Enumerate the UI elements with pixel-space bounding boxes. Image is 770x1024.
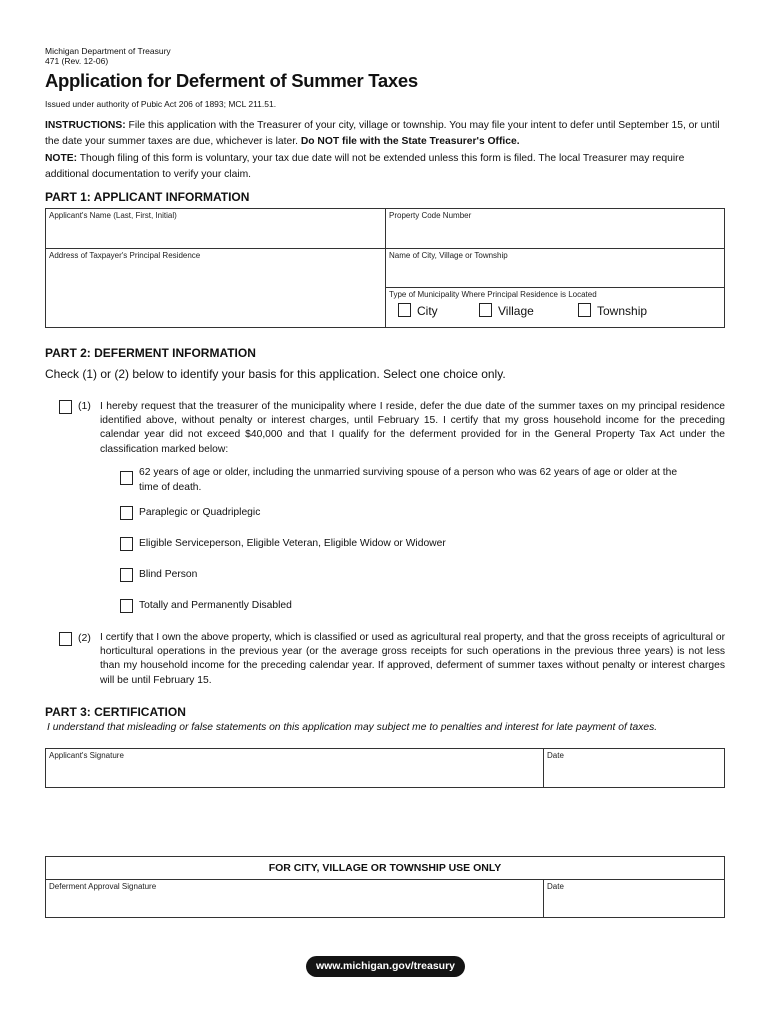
office-use-title: FOR CITY, VILLAGE OR TOWNSHIP USE ONLY (268, 862, 502, 874)
part1-title: PART 1: APPLICANT INFORMATION (45, 190, 250, 204)
applicant-signature-label: Applicant's Signature (49, 751, 124, 760)
approval-signature-field[interactable] (46, 880, 543, 917)
city-name-label: Name of City, Village or Township (389, 251, 508, 260)
disabled-checkbox[interactable] (120, 599, 133, 613)
approval-signature-label: Deferment Approval Signature (49, 882, 157, 891)
note-label: NOTE: (45, 153, 78, 164)
treasury-url-link[interactable]: www.michigan.gov/treasury (306, 956, 465, 977)
department-name: Michigan Department of Treasury (45, 46, 171, 56)
applicant-date-label: Date (547, 751, 564, 760)
age-62-checkbox[interactable] (120, 471, 133, 485)
approval-date-field[interactable] (544, 880, 724, 917)
serviceperson-checkbox[interactable] (120, 537, 133, 551)
instructions-text: File this application with the Treasurer of your city, village or township. You may file your intent to defer until September 15, or until the date your summer taxes are due, whichever is later. (45, 120, 720, 147)
part2-title: PART 2: DEFERMENT INFORMATION (45, 346, 256, 360)
property-code-field[interactable] (386, 209, 724, 248)
part3-title: PART 3: CERTIFICATION (45, 705, 186, 719)
property-code-label: Property Code Number (389, 211, 472, 220)
note (45, 151, 725, 182)
serviceperson-label: Eligible Serviceperson, Eligible Veteran, Eligible Widow or Widower (139, 538, 446, 549)
applicant-name-field[interactable] (46, 209, 385, 248)
municipality-type-field (386, 288, 724, 328)
paraplegic-label: Paraplegic or Quadriplegic (139, 507, 261, 518)
choice1-text: I hereby request that the treasurer of the municipality where I reside, defer the due date of the summer taxes on my principal residence identified above, without penalty or interest charges, until February 15. I certify that my gross household income for the preceding calendar year did not exceed $40,000 and that I qualify for the deferment provided for in the General Property Tax Act under the classification marked below: (100, 401, 725, 455)
choice2-text: I certify that I own the above property, which is classified or used as agricultural real property, and that the gross receipts of agricultural or horticultural operations in the previous year (or the average gross receipts for such operations in the previous three years) is not less than my household income for the preceding calendar year. If approved, deferment of summer taxes without penalty or interest charges will be until February 15. (100, 632, 725, 686)
municipality-type-label: Type of Municipality Where Principal Residence is Located (389, 290, 597, 299)
authority-line: Issued under authority of Pubic Act 206 of 1893; MCL 211.51. (45, 99, 277, 109)
applicant-info-table (45, 208, 725, 328)
instructions-bold-text: Do NOT file with the State Treasurer's Office. (300, 135, 520, 147)
township-option-label: Township (597, 304, 648, 318)
blind-label: Blind Person (139, 569, 198, 580)
note-text: Though filing of this form is voluntary, your tax due date will not be extended unless this form is filed. The local Treasurer may require additional documentation to verify your claim. (45, 153, 685, 180)
choice2-checkbox[interactable] (59, 632, 72, 646)
instructions (45, 118, 725, 149)
applicant-signature-field[interactable] (46, 749, 543, 787)
instructions-label: INSTRUCTIONS: (45, 120, 126, 131)
city-name-field[interactable] (386, 249, 724, 287)
paraplegic-checkbox[interactable] (120, 506, 133, 520)
applicant-name-label: Applicant's Name (Last, First, Initial) (49, 211, 177, 220)
choice2-number: (2) (78, 632, 91, 644)
village-option-label: Village (498, 304, 534, 318)
approval-date-label: Date (547, 882, 564, 891)
form-title: Application for Deferment of Summer Taxes (45, 70, 418, 91)
blind-checkbox[interactable] (120, 568, 133, 582)
city-option-label: City (417, 304, 438, 318)
part2-subtitle: Check (1) or (2) below to identify your basis for this application. Select one choice only. (45, 367, 506, 381)
village-checkbox[interactable] (479, 303, 492, 317)
applicant-date-field[interactable] (544, 749, 724, 787)
address-label: Address of Taxpayer's Principal Residence (49, 251, 201, 260)
disabled-label: Totally and Permanently Disabled (139, 600, 292, 611)
choice1-checkbox[interactable] (59, 400, 72, 414)
township-checkbox[interactable] (578, 303, 591, 317)
certification-statement: I understand that misleading or false statements on this application may subject me to penalties and interest for late payment of taxes. (47, 722, 658, 733)
age-62-label: 62 years of age or older, including the unmarried surviving spouse of a person who was 62 years of age or older at the time of death. (139, 467, 678, 493)
choice1-number: (1) (78, 400, 91, 412)
office-use-table (45, 856, 725, 918)
form-number: 471 (Rev. 12-06) (45, 56, 109, 66)
city-checkbox[interactable] (398, 303, 411, 317)
certification-table (45, 748, 725, 788)
address-field[interactable] (46, 249, 385, 328)
